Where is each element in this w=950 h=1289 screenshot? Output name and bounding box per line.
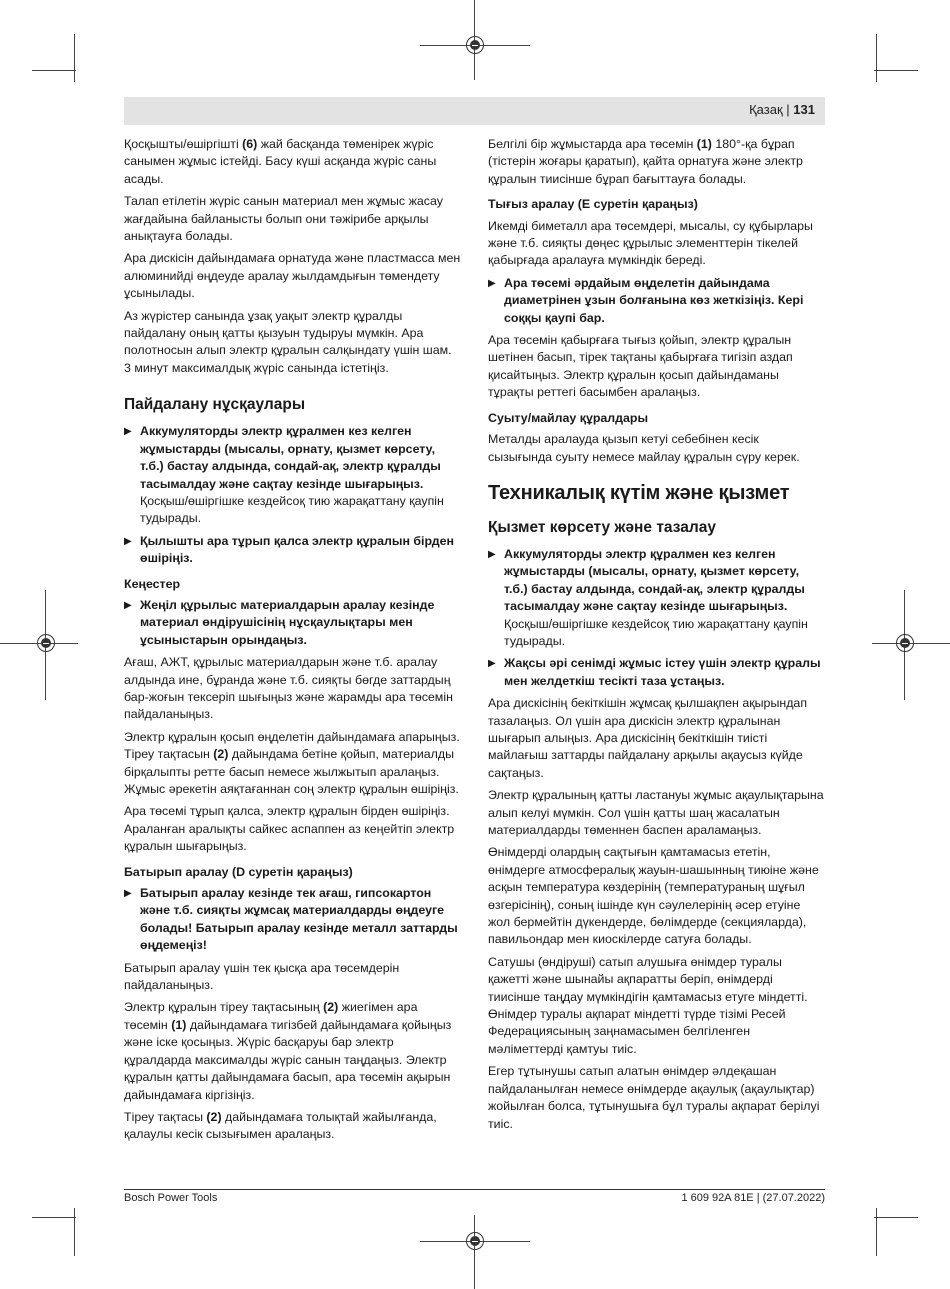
warning-bullet [124,533,461,568]
text: дайындама бетіне қойып, материалды бірқалыпты ретте басып немесе жылжытып аралаңыз. Жұмыс әрекетін аяқтағаннан соң электр құралын өшіріңіз. [124,747,459,796]
text: дайындамаға толықтай жайылғанда, қалаулы кесік сызығымен аралаңыз. [124,1109,437,1142]
crop-mark [74,1208,75,1256]
crop-mark [876,34,877,82]
paragraph [124,136,461,188]
bullet-arrow-icon: ▶ [124,599,132,611]
text: дайындамаға тигізбей дайындамаға қойыңыз және іске қосыңыз. Жүріс басқаруы бар электр құралдарда максималды жүріс санын таңдаңыз. Электр құралын қатты дайындамаға басып, ара төсемін ақырын дайындамаға кіргізіңіз. [124,1017,452,1102]
section-heading-maintenance: Техникалық күтім және қызмет [488,481,790,504]
registration-mark-left [37,634,55,652]
text: Қосқышты/өшіргішті [124,137,243,151]
crop-mark [32,70,76,71]
paragraph: Ара төсемі тұрып қалса, электр құралын бірден өшіріңіз. Араланған аралықты сайкес аспаппен аз кеңейтіп электр құралын шығарыңыз. [124,804,455,854]
bullet-arrow-icon: ▶ [488,658,496,670]
footer-brand: Bosch Power Tools [124,1192,218,1204]
text: жиегімен ара төсемін [124,1000,418,1032]
text: жай басқанда төменірек жүріс санымен жұмыс істейді. Басу күші асқанда жүріс саны асады. [124,137,437,186]
ref-number: (6) [242,137,258,151]
paragraph: Батырып аралау үшін тек қысқа ара төсемдерін пайдаланыңыз. [124,960,400,993]
paragraph: Электр құралының қатты ластануы жұмыс ақаулықтарына алып келуі мүмкін. Сол үшін қатты шаң жасалатын материалдарды төменнен баспен араламаңыз. [488,788,824,837]
registration-line [474,1215,475,1289]
paragraph: Икемді биметалл ара төсемдері, мысалы, су құбырлары және т.б. сияқты дөңес құрылыс элементтерін тікелей қабырғада аралауға мүмкіндік береді. [488,218,813,268]
subheading-tips: Кеңестер [124,576,181,591]
paragraph: Ара төсемін қабырғаға тығыз қойып, электр құралын шетінен басып, тірек тақтаны қабырғаға тигізіп аздап қисайтыңыз. Электр құралын қосып дайындаманы тұрақты реттегі басымбен аралаңыз. [488,333,793,400]
header-label [749,102,815,117]
registration-mark-right [896,634,914,652]
bullet-arrow-icon: ▶ [488,548,496,560]
warning-bullet [488,655,825,690]
crop-mark [874,70,918,71]
bullet-arrow-icon: ▶ [488,277,496,289]
warning-text: Қылышты ара тұрып қалса электр құралын бірден өшіріңіз. [140,533,454,566]
warning-text: Батырып аралау кезінде тек ағаш, гипсокартон және т.б. сияқты жұмсақ материалдарды өңдеуге болады! Батырып аралау кезінде металл заттарды өңдемеңіз! [140,886,458,953]
subheading-plunge: Батырып аралау (D суретін қараңыз) [124,864,353,879]
crop-mark [74,34,75,82]
ref-number: (2) [323,1000,339,1015]
paragraph: Ара дискісінің бекіткішін жұмсақ қылшақпен ақырындап тазалаңыз. Ол үшін ара дискісін электр құралынан шығарып алыңыз. Ара дискісінің бекіткішін тиісті майлағыш заттарды пайдалану арқылы ақаусыз күйде сақтаңыз. [488,696,808,780]
text: Электр құралын тіреу тақтасының [124,1000,324,1015]
paragraph: Егер тұтынушы сатып алатын өнімдер әлдеқашан пайдаланылған немесе өнімдерде ақаулық (ақаулықтар) жойылған болса, тұтынушыға бұл туралы ақпарат берілуі тиіс. [488,1064,820,1131]
paragraph [488,136,825,188]
warning-text: Аккумуляторды электр құралмен кез келген жұмыстарды (мысалы, орнату, қызмет көрсету, т.б.) бастау алдында, сондай-ақ, электр құралды тасымалдау және сақтау кезінде шығарыңыз. [140,424,441,491]
text: Белгілі бір жұмыстарда ара төсемін [488,137,697,151]
warning-bullet [488,546,825,650]
subheading-flush-cut: Тығыз аралау (E суретін қараңыз) [488,197,698,212]
warning-text: Ара төсемі әрдайым өңделетін дайындама диаметрінен ұзын болғанына көз жеткізіңіз. Кері соққы қаупі бар. [504,275,804,325]
registration-mark-bottom [466,1232,484,1250]
bullet-arrow-icon: ▶ [124,426,132,438]
warning-bullet [124,423,461,527]
warning-text: Жеңіл құрылыс материалдарын аралау кезінде материал өндірушісінің нұсқаулықтары мен ұсыныстарын орындаңыз. [140,597,435,647]
warning-bullet [488,275,825,327]
bullet-arrow-icon: ▶ [124,535,132,547]
paragraph: Аз жүрістер санында ұзақ уақыт электр құралды пайдалану оның қатты қызуын тудыруы мүмкін. Ара полотносын алып электр құралын салқындату үшін шам. 3 минут максималдық жүріс санында істетіңіз. [124,308,452,375]
crop-mark [876,1208,877,1256]
crop-mark [32,1217,76,1218]
warning-text: Аккумуляторды электр құралмен кез келген жұмыстарды (мысалы, орнату, қызмет көрсету, т.б.) бастау алдында, сондай-ақ, электр құралды тасымалдау және сақтау кезінде шығарыңыз. [504,546,805,614]
warning-bullet [124,885,461,955]
section-heading-service: Қызмет көрсету және тазалау [488,518,716,536]
text: Электр құралын қосып өңделетін дайындамаға апарыңыз. Тіреу тақтасын [124,729,460,762]
crop-mark [874,1217,918,1218]
text: Тіреу тақтасы [124,1109,207,1124]
ref-number: (1) [171,1017,187,1032]
right-column [488,136,825,1138]
paragraph: Металды аралауда қызып кетуі себебінен кесік сызығында суыту немесе майлау құралын сүру керек. [488,432,800,464]
warning-text: Жақсы әрі сенімді жұмыс істеу үшін электр құралы мен желдеткіш тесікті таза ұстаңыз. [504,656,821,688]
warning-note: Қосқыш/өшіргішке кездейсоқ тию жарақаттану қаупін тудырады. [140,493,444,526]
paragraph [124,999,461,1103]
page-header [124,97,825,125]
registration-mark-top [466,36,484,54]
paragraph: Ағаш, АЖТ, құрылыс материалдарын және т.б. аралау алдында ине, бұранда және т.б. сияқты бөгде заттардың бар-жоғын тексеріп шығыңыз және жарамды ара төсемін пайдаланыңыз. [124,655,453,722]
bullet-arrow-icon: ▶ [124,888,132,900]
page-number: 131 [793,102,815,117]
paragraph: Сатушы (өндіруші) сатып алушыға өнімдер туралы қажетті және шынайы ақпаратты беріп, өнімдерді тиисінше таңдау мүмкіндігін қамтамасыз етуге міндетті. Өнімдер туралы ақпарат міндетті түрде тізімі Ресей Федерациясының заңнамасымен белгіленген мәліметтерді қамтуы тиіс. [488,954,808,1056]
warning-bullet [124,597,461,649]
text: 180°-қа бұрап (тістерін жоғары қаратып), қайта орнатуға және электр құралын тиисінше бұрап бағыттауға болады. [488,137,803,186]
header-separator: | [786,102,790,117]
footer-divider [124,1189,825,1190]
ref-number: (2) [213,747,229,762]
paragraph: Өнімдерді олардың сақтығын қамтамасыз ететін, өнімдерге атмосфералық жауын-шашынның тиюіне және асқын температура көздерінің (температураның шұғыл өзгерісінің), соның ішінде күн сәулелерінің әсер етуіне жол бермейтін дүкендерде, бөлімдерде (секцияларда), павильондар мен киоскілерде сатуға болады. [488,845,819,947]
paragraph: Ара дискісін дайындамаға орнатуда және пластмасса мен алюминийді өңдеуде аралау жылдамдығын төмендету ұсынылады. [124,251,461,301]
paragraph: Талап етілетін жүріс санын материал мен жұмыс жасау жағдайына байланысты болып они тәжірибе арқылы анықтауға болады. [124,194,443,244]
footer-doc-number: 1 609 92A 81E | (27.07.2022) [681,1192,825,1204]
subheading-coolant: Суыту/майлау құралдары [488,410,649,425]
ref-number: (2) [206,1109,222,1124]
section-heading-usage: Пайдалану нұсқаулары [124,396,306,414]
warning-note: Қосқыш/өшіргішке кездейсоқ тию жарақаттану қаупін тудырады. [504,616,808,648]
left-column [124,136,461,1149]
ref-number: (1) [696,137,712,151]
header-language: Қазақ [749,102,783,117]
paragraph [124,1109,461,1144]
paragraph [124,729,461,799]
